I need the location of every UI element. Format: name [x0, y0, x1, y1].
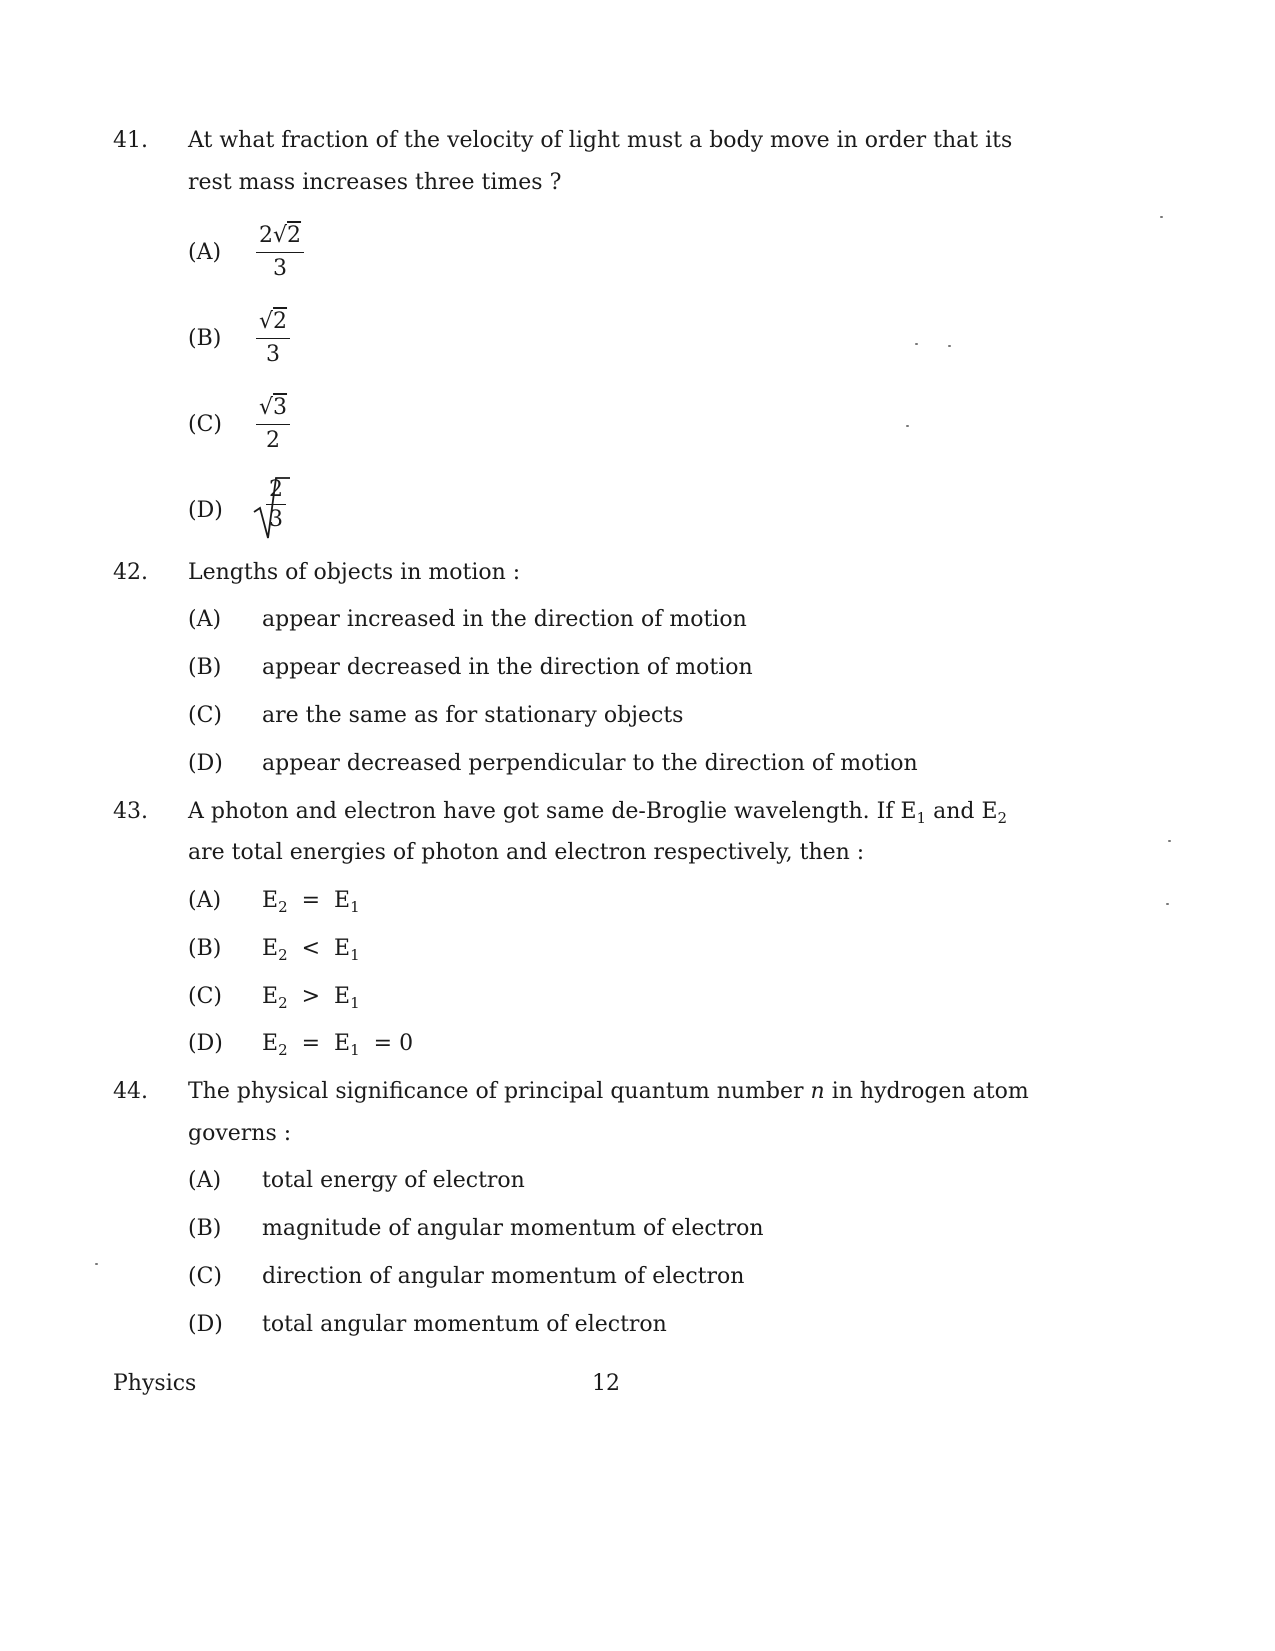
option-text: appear decreased in the direction of motion: [262, 655, 753, 680]
question-text-line: At what fraction of the velocity of light must a body move in order that its: [188, 128, 1013, 153]
question-text-line: governs :: [188, 1121, 292, 1146]
question-number: 41.: [113, 128, 148, 153]
option-fraction: [256, 392, 290, 457]
option-fraction: [256, 220, 304, 285]
question-text-line: rest mass increases three times ?: [188, 170, 562, 195]
question-number: 42.: [113, 560, 148, 585]
option-label: (A): [188, 240, 222, 265]
denominator: 3: [273, 256, 288, 281]
option-label: (B): [188, 326, 222, 351]
scan-speck: [1160, 216, 1163, 218]
radicand: 3: [273, 395, 288, 420]
denominator: 2: [266, 428, 281, 453]
page-number: 12: [592, 1371, 620, 1396]
option-label: (A): [188, 888, 222, 913]
numerator: 2: [266, 476, 286, 505]
numerator-coefficient: 2: [259, 223, 273, 248]
option-label: (C): [188, 984, 222, 1009]
scan-speck: [1166, 903, 1169, 905]
option-text: total angular momentum of electron: [262, 1312, 667, 1337]
denominator: 3: [269, 507, 283, 532]
question-text-line: are total energies of photon and electron respectively, then :: [188, 840, 865, 865]
option-label: (A): [188, 1168, 222, 1193]
footer-subject: Physics: [113, 1371, 197, 1396]
sqrt-icon: √: [259, 309, 274, 334]
option-label: (D): [188, 1031, 223, 1056]
option-label: (C): [188, 703, 222, 728]
option-fraction: [266, 476, 286, 535]
option-label: (C): [188, 1264, 222, 1289]
question-text-line: A photon and electron have got same de-Broglie wavelength. If $E_1$ and $E_2$: [188, 799, 1008, 827]
sqrt-icon: √: [273, 223, 288, 248]
option-text: direction of angular momentum of electron: [262, 1264, 745, 1289]
denominator: 3: [266, 342, 281, 367]
option-equation: $E_2 > E_1$: [262, 984, 360, 1012]
scan-speck: [95, 1263, 98, 1265]
option-equation: $E_2 < E_1$: [262, 936, 360, 964]
question-number: 43.: [113, 799, 148, 824]
option-label: (D): [188, 751, 223, 776]
option-label: (B): [188, 936, 222, 961]
option-text: appear decreased perpendicular to the direction of motion: [262, 751, 918, 776]
question-text-line: Lengths of objects in motion :: [188, 560, 521, 585]
option-label: (A): [188, 607, 222, 632]
scan-speck: [906, 425, 909, 427]
radicand: 2: [273, 309, 288, 334]
option-text: total energy of electron: [262, 1168, 525, 1193]
scan-speck: [948, 345, 951, 347]
radicand: 2: [287, 223, 302, 248]
option-fraction: [256, 306, 290, 371]
option-equation: $E_2 = E_1$: [262, 888, 360, 916]
question-number: 44.: [113, 1079, 148, 1104]
scan-speck: [915, 343, 918, 345]
option-text: magnitude of angular momentum of electron: [262, 1216, 764, 1241]
option-label: (C): [188, 412, 222, 437]
option-equation: $E_2 = E_1 = 0$: [262, 1031, 414, 1059]
option-label: (B): [188, 655, 222, 680]
option-label: (B): [188, 1216, 222, 1241]
option-label: (D): [188, 498, 223, 523]
question-text-line: The physical significance of principal quantum number n in hydrogen atom: [188, 1079, 1029, 1104]
option-text: appear increased in the direction of motion: [262, 607, 747, 632]
sqrt-icon: √: [259, 395, 274, 420]
option-label: (D): [188, 1312, 223, 1337]
scan-speck: [1168, 840, 1171, 842]
option-text: are the same as for stationary objects: [262, 703, 684, 728]
